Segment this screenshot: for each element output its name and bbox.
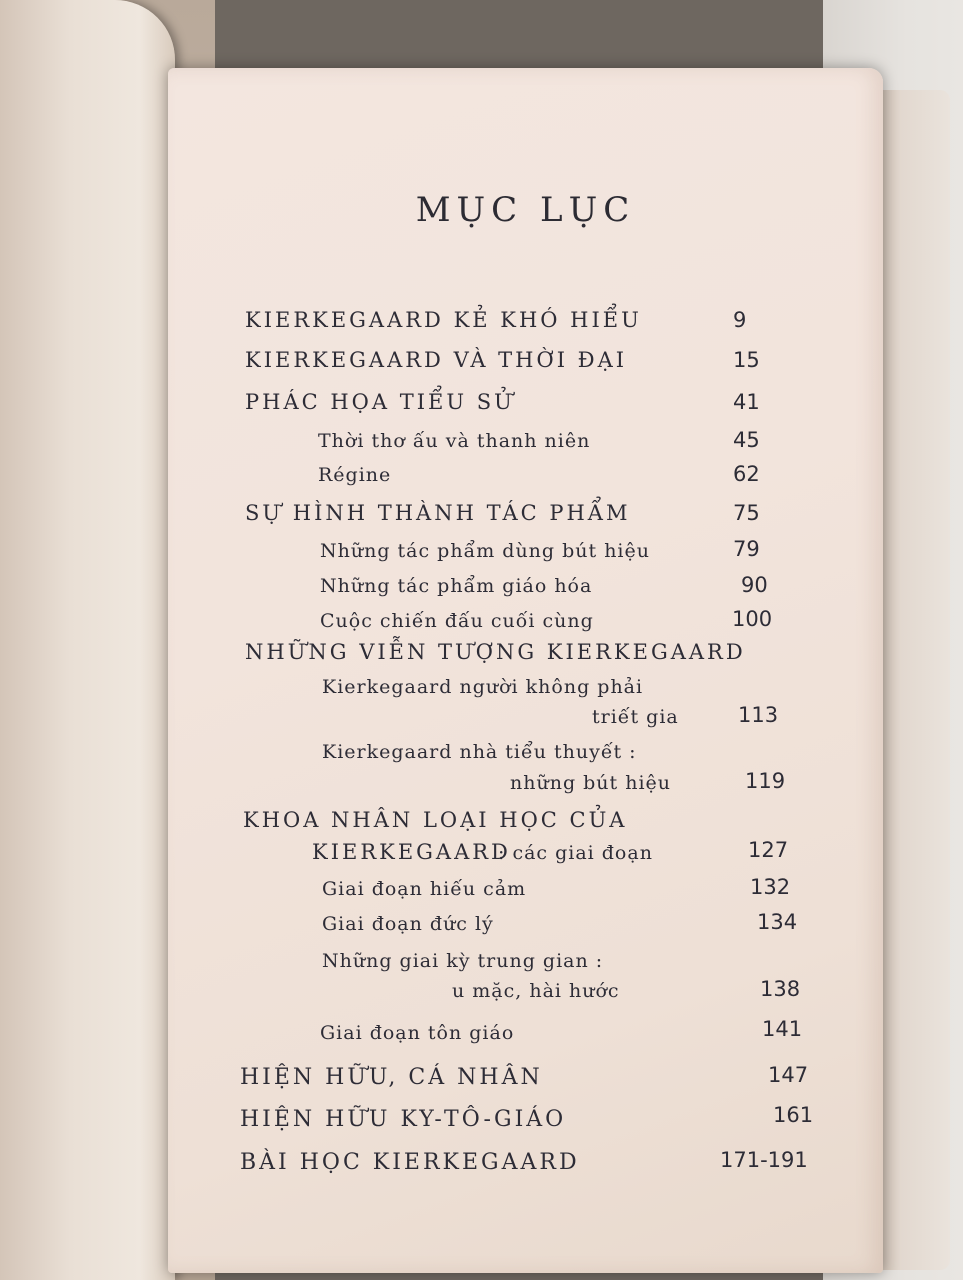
toc-page-number: 141 xyxy=(762,1017,803,1041)
toc-entry: KIERKEGAARD KẺ KHÓ HIỂU xyxy=(245,308,642,332)
toc-entry: KHOA NHÂN LOẠI HỌC CỦA xyxy=(243,808,628,832)
toc-subentry-continuation: u mặc, hài hước xyxy=(452,980,620,1002)
toc-subentry: Những giai kỳ trung gian : xyxy=(322,950,604,972)
toc-subentry: Kierkegaard người không phải xyxy=(322,676,644,698)
toc-page-number: 171-191 xyxy=(720,1148,808,1172)
toc-subentry: Giai đoạn hiếu cảm xyxy=(322,878,527,900)
toc-subentry: Giai đoạn đức lý xyxy=(322,913,494,935)
toc-page-number: 113 xyxy=(738,703,779,727)
toc-subentry: Những tác phẩm dùng bút hiệu xyxy=(320,540,650,562)
toc-page-number: 127 xyxy=(748,838,789,862)
toc-entry: HIỆN HỮU KY-TÔ-GIÁO xyxy=(240,1107,567,1132)
toc-page-number: 161 xyxy=(773,1103,814,1127)
toc-subentry: Những tác phẩm giáo hóa xyxy=(320,575,593,597)
toc-entry: NHỮNG VIỄN TƯỢNG KIERKEGAARD xyxy=(245,640,746,664)
toc-page-number: 138 xyxy=(760,977,801,1001)
toc-page-number: 119 xyxy=(745,769,786,793)
toc-subentry: Kierkegaard nhà tiểu thuyết : xyxy=(322,741,637,763)
toc-subentry-continuation: triết gia xyxy=(592,706,679,728)
toc-page-number: 79 xyxy=(733,537,760,561)
right-page xyxy=(168,68,883,1273)
toc-entry-continuation: : các giai đoạn xyxy=(498,842,653,864)
toc-page-number: 9 xyxy=(733,308,747,332)
toc-subentry: Giai đoạn tôn giáo xyxy=(320,1022,515,1044)
left-page xyxy=(0,0,175,1280)
toc-subentry: Thời thơ ấu và thanh niên xyxy=(318,430,591,452)
toc-entry: KIERKEGAARD VÀ THỜI ĐẠI xyxy=(245,348,628,372)
page-edges xyxy=(880,90,950,1270)
toc-page-number: 75 xyxy=(733,501,760,525)
page-title: MỤC LỤC xyxy=(415,190,636,230)
toc-page-number: 134 xyxy=(757,910,798,934)
toc-page-number: 100 xyxy=(732,607,773,631)
toc-entry: PHÁC HỌA TIỂU SỬ xyxy=(245,390,515,414)
toc-page-number: 45 xyxy=(733,428,760,452)
toc-entry-continuation: KIERKEGAARD xyxy=(312,840,511,864)
toc-entry: HIỆN HỮU, CÁ NHÂN xyxy=(240,1065,543,1090)
toc-page-number: 62 xyxy=(733,462,760,486)
toc-page-number: 41 xyxy=(733,390,760,414)
toc-page-number: 15 xyxy=(733,348,760,372)
toc-page-number: 90 xyxy=(741,573,768,597)
toc-page-number: 132 xyxy=(750,875,791,899)
toc-entry: SỰ HÌNH THÀNH TÁC PHẨM xyxy=(245,501,631,525)
toc-subentry: Cuộc chiến đấu cuối cùng xyxy=(320,610,594,632)
toc-entry: BÀI HỌC KIERKEGAARD xyxy=(240,1150,580,1175)
toc-subentry-continuation: những bút hiệu xyxy=(510,772,672,794)
toc-subentry: Régine xyxy=(318,464,392,486)
toc-page-number: 147 xyxy=(768,1063,809,1087)
